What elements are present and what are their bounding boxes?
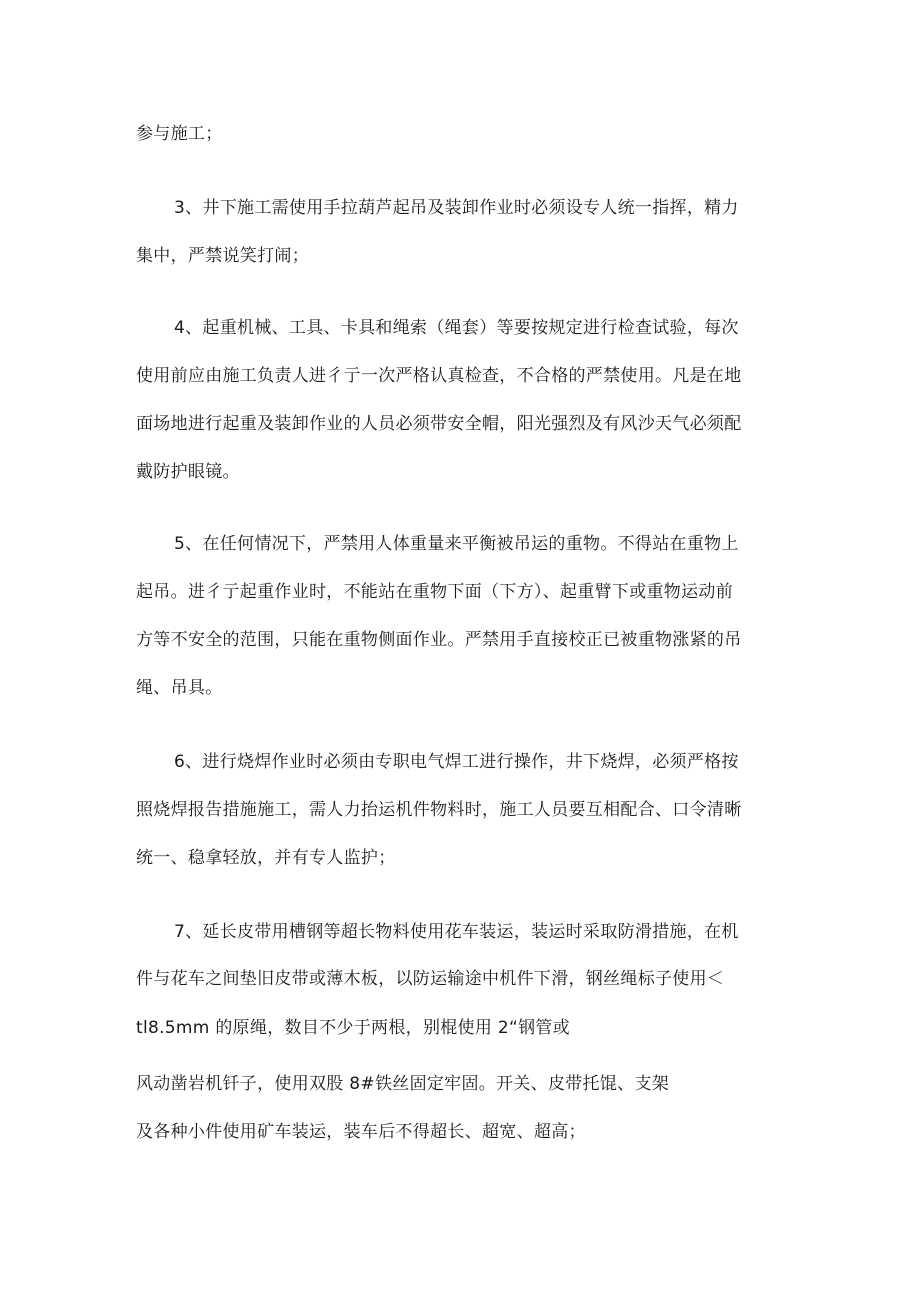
item-4-line-3: 面场地进行起重及装卸作业的人员必须带安全帽，阳光强烈及有风沙天气必须配: [136, 414, 742, 434]
item-7-line-5: 及各种小件使用矿车装运，装车后不得超长、超宽、超高；: [136, 1122, 586, 1142]
item-3-line-2: 集中，严禁说笑打闹；: [136, 246, 309, 266]
text-line-1: 参与施工；: [136, 124, 223, 144]
item-6-line-3: 统一、稳拿轻放，并有专人监护；: [136, 848, 396, 868]
item-4-line-2: 使用前应由施工负责人进彳亍一次严格认真检查，不合格的严禁使用。凡是在地: [136, 366, 742, 386]
item-5-line-2: 起吊。进彳亍起重作业时，不能站在重物下面（下方）、起重臂下或重物运动前: [136, 582, 733, 602]
item-5-line-4: 绳、吊具。: [136, 678, 223, 698]
item-4-line-1: 4、起重机械、工具、卡具和绳索（绳套）等要按规定进行检查试验，每次: [174, 318, 739, 338]
item-7-line-2: 件与花车之间垫旧皮带或薄木板，以防运输途中机件下滑，钢丝绳标子使用＜: [136, 969, 725, 989]
item-3-line-1: 3、井下施工需使用手拉葫芦起吊及装卸作业时必须设专人统一指挥，精力: [174, 198, 739, 218]
item-6-line-2: 照烧焊报告措施施工，需人力抬运机件物料时，施工人员要互相配合、口令清晰: [136, 800, 742, 820]
item-5-line-3: 方等不安全的范围，只能在重物侧面作业。严禁用手直接校正已被重物涨紧的吊: [136, 630, 742, 650]
item-7-line-1: 7、延长皮带用槽钢等超长物料使用花车装运，装运时采取防滑措施，在机: [174, 922, 739, 942]
item-5-line-1: 5、在任何情况下，严禁用人体重量来平衡被吊运的重物。不得站在重物上: [174, 534, 739, 554]
item-7-line-4: 风动凿岩机钎子，使用双股 8#铁丝固定牢固。开关、皮带托馄、支架: [136, 1074, 670, 1094]
item-7-line-3: tl8.5mm 的原绳，数目不少于两根，别棍使用 2“钢管或: [136, 1018, 570, 1038]
item-4-line-4: 戴防护眼镜。: [136, 462, 240, 482]
item-6-line-1: 6、进行烧焊作业时必须由专职电气焊工进行操作，井下烧焊，必须严格按: [174, 752, 739, 772]
